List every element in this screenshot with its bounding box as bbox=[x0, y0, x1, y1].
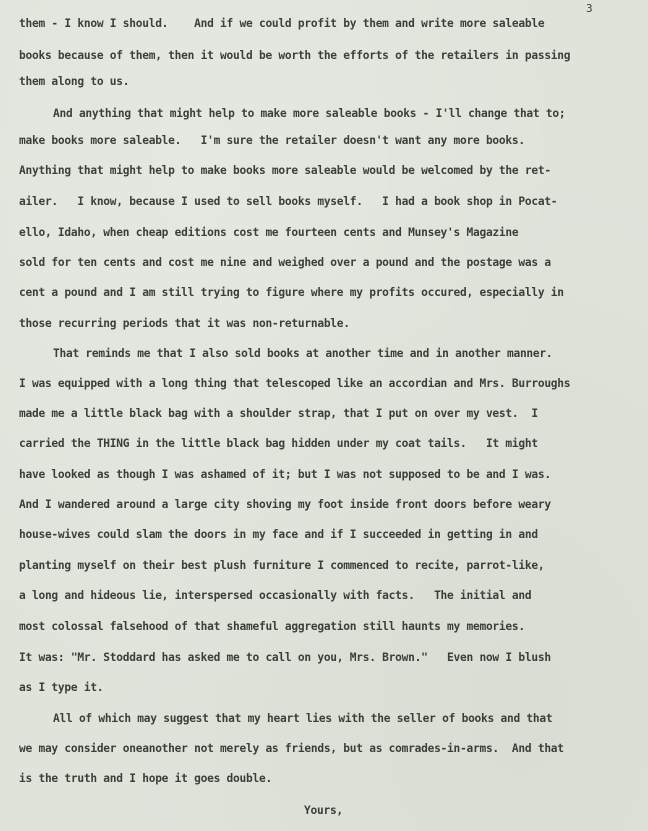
text-line: made me a little black bag with a shoulder strap, that I put on over my vest. I bbox=[19, 407, 538, 420]
text-line: And I wandered around a large city shoving my foot inside front doors before weary bbox=[19, 498, 551, 511]
text-line: And anything that might help to make more saleable books - I'll change that to; bbox=[53, 107, 566, 120]
page-number: 3 bbox=[586, 2, 593, 15]
text-line: we may consider oneanother not merely as friends, but as comrades-in-arms. And that bbox=[19, 742, 564, 755]
text-line: I was equipped with a long thing that telescoped like an accordian and Mrs. Burroughs bbox=[19, 377, 571, 390]
text-line: ailer. I know, because I used to sell books myself. I had a book shop in Pocat- bbox=[19, 195, 558, 208]
text-line: That reminds me that I also sold books at another time and in another manner. bbox=[53, 347, 553, 360]
text-line: is the truth and I hope it goes double. bbox=[19, 772, 272, 785]
text-line: It was: "Mr. Stoddard has asked me to call on you, Mrs. Brown." Even now I blush bbox=[19, 651, 551, 664]
text-line: sold for ten cents and cost me nine and weighed over a pound and the postage was a bbox=[19, 256, 551, 269]
text-line: most colossal falsehood of that shameful aggregation still haunts my memories. bbox=[19, 620, 525, 633]
closing-salutation: Yours, bbox=[304, 804, 343, 817]
text-line: as I type it. bbox=[19, 681, 104, 694]
text-line: them along to us. bbox=[19, 75, 130, 88]
text-line: those recurring periods that it was non-returnable. bbox=[19, 317, 350, 330]
text-line: books because of them, then it would be worth the efforts of the retailers in passing bbox=[19, 49, 571, 62]
text-line: Anything that might help to make books more saleable would be welcomed by the ret- bbox=[19, 164, 551, 177]
text-line: house-wives could slam the doors in my face and if I succeeded in getting in and bbox=[19, 528, 538, 541]
text-line: All of which may suggest that my heart lies with the seller of books and that bbox=[53, 712, 553, 725]
text-line: carried the THING in the little black bag hidden under my coat tails. It might bbox=[19, 437, 538, 450]
text-line: planting myself on their best plush furniture I commenced to recite, parrot-like, bbox=[19, 559, 545, 572]
text-line: have looked as though I was ashamed of it; but I was not supposed to be and I was. bbox=[19, 468, 551, 481]
text-line: ello, Idaho, when cheap editions cost me fourteen cents and Munsey's Magazine bbox=[19, 226, 519, 239]
text-line: cent a pound and I am still trying to figure where my profits occured, especially in bbox=[19, 286, 564, 299]
text-line: a long and hideous lie, interspersed occasionally with facts. The initial and bbox=[19, 589, 532, 602]
text-line: them - I know I should. And if we could profit by them and write more saleable bbox=[19, 17, 545, 30]
text-line: make books more saleable. I'm sure the retailer doesn't want any more books. bbox=[19, 134, 525, 147]
